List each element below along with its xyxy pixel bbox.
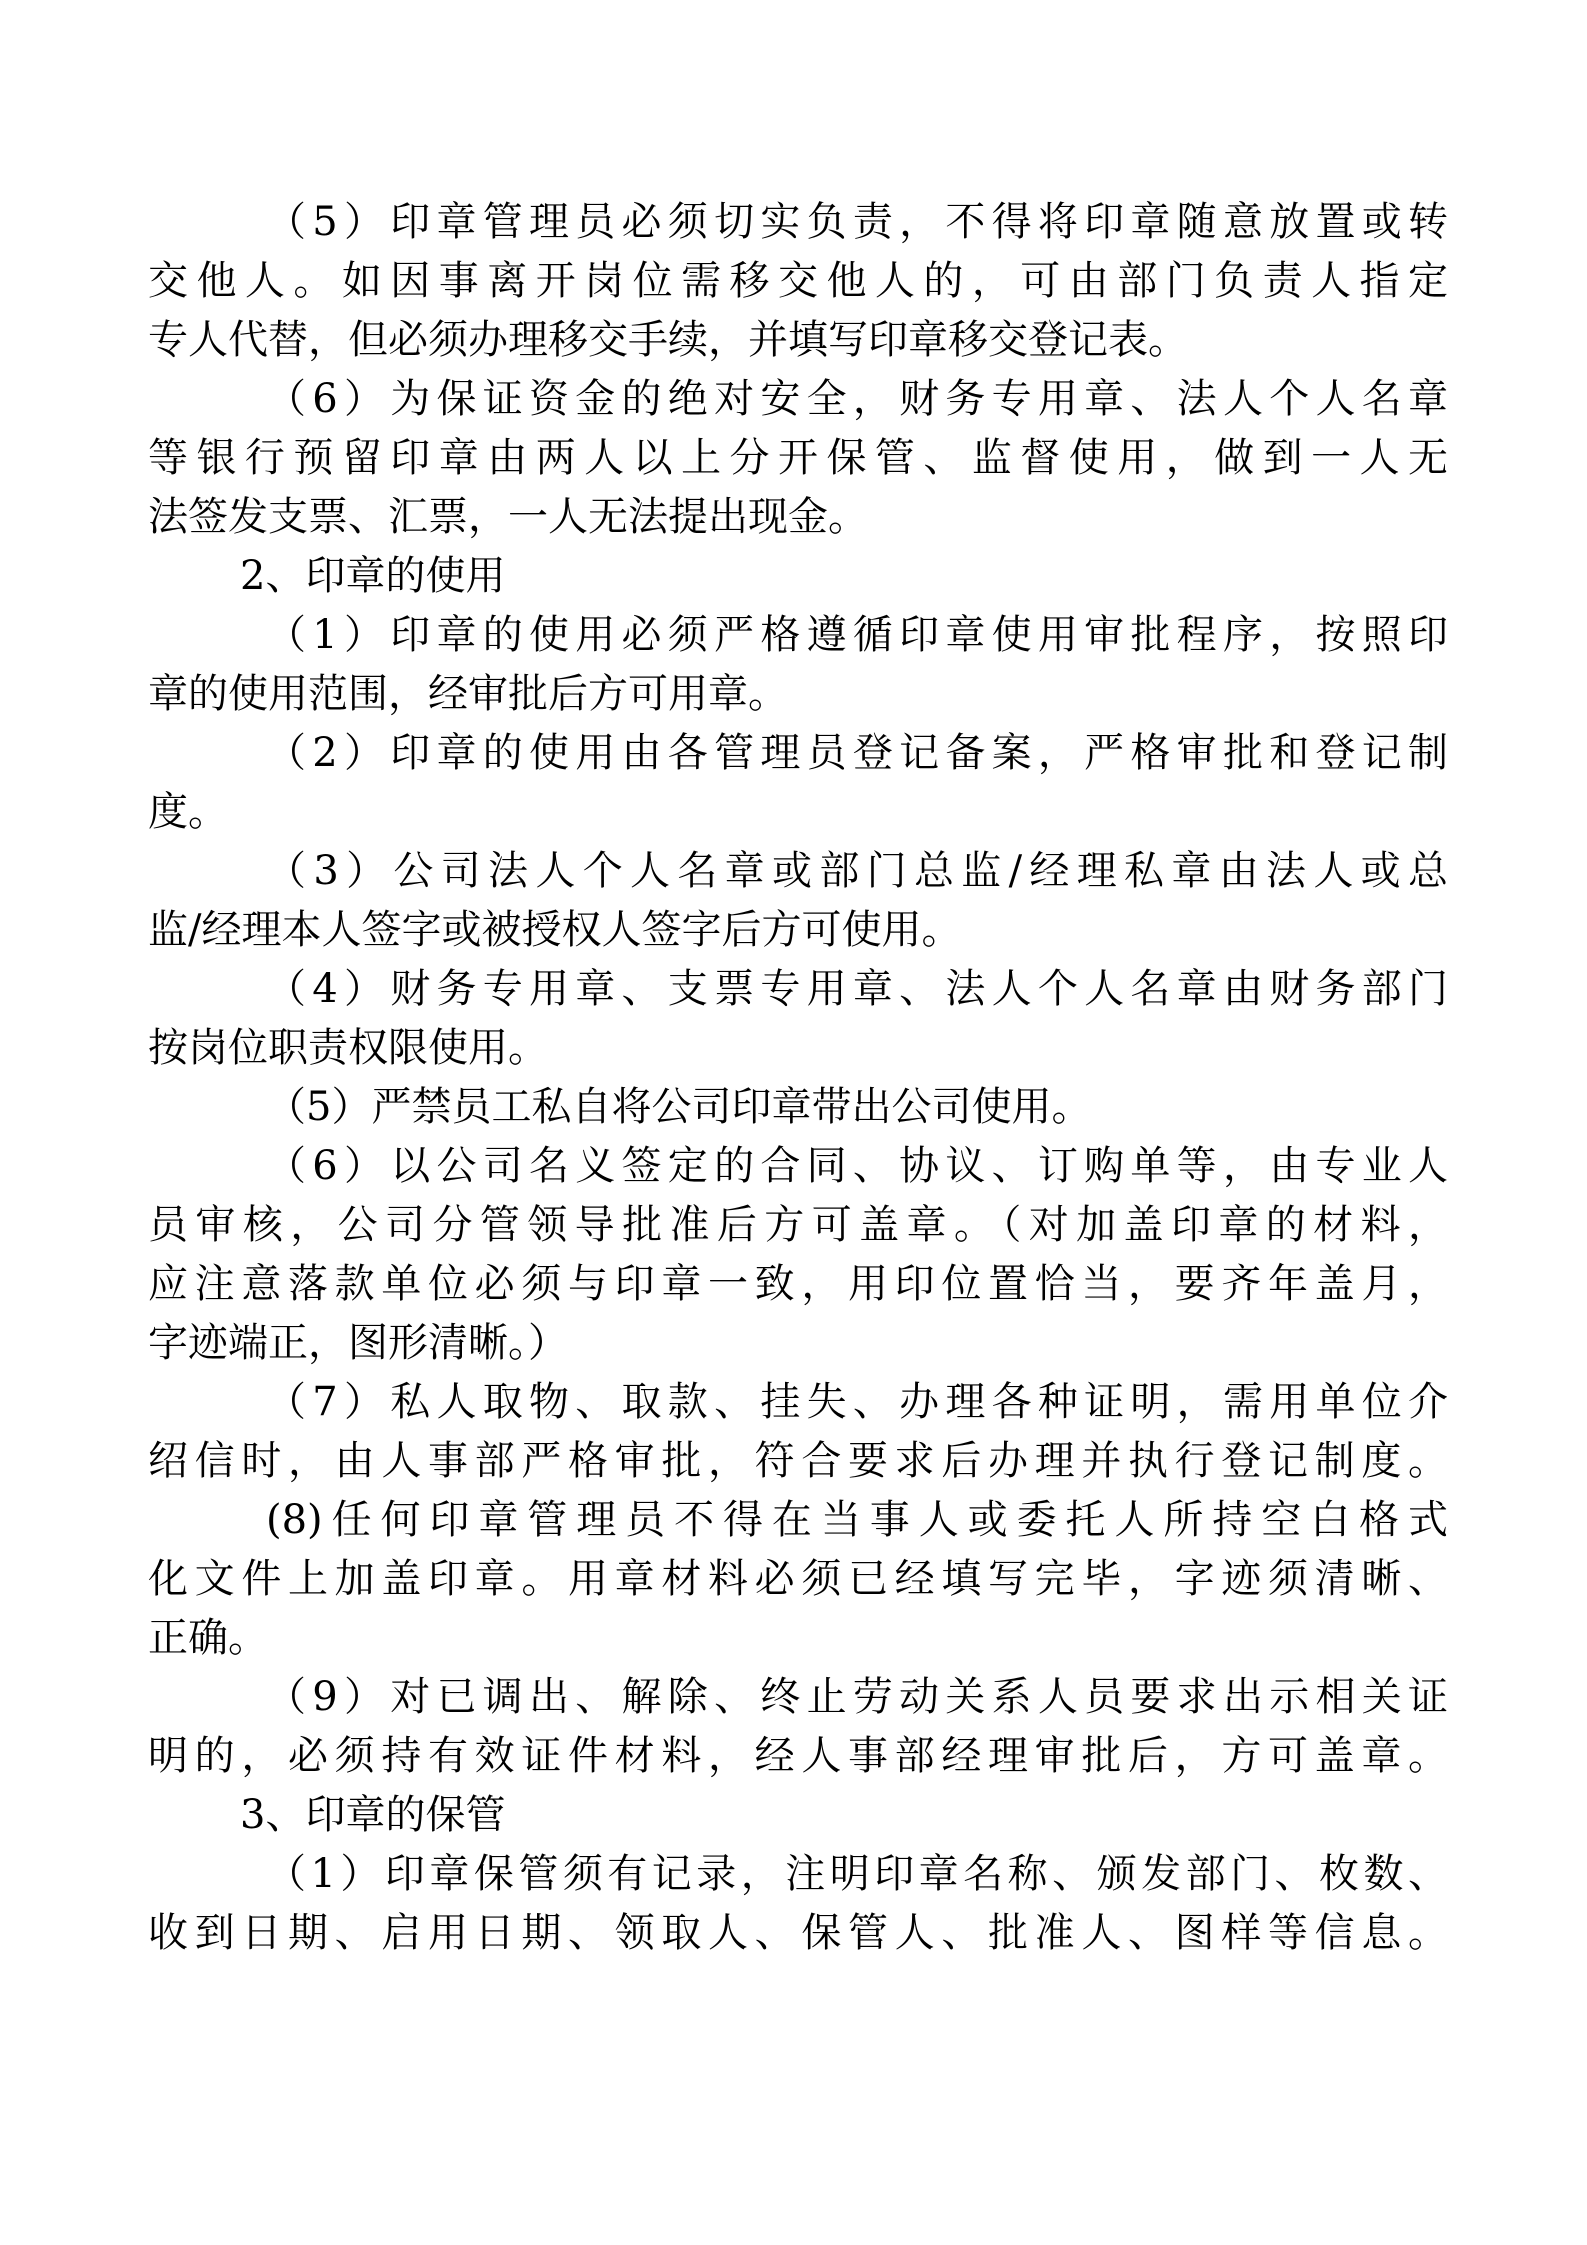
paragraph-line: 应注意落款单位必须与印章一致，用印位置恰当，要齐年盖月， bbox=[148, 1261, 1448, 1307]
paragraph-line: （3）公司法人个人名章或部门总监/经理私章由法人或总 bbox=[266, 848, 1448, 894]
section-heading: 3、印章的保管 bbox=[240, 1792, 506, 1838]
paragraph-line: 章的使用范围，经审批后方可用章。 bbox=[148, 671, 788, 717]
paragraph-line: 收到日期、启用日期、领取人、保管人、批准人、图样等信息。 bbox=[148, 1910, 1448, 1956]
paragraph-line: 明的，必须持有效证件材料，经人事部经理审批后，方可盖章。 bbox=[148, 1733, 1448, 1779]
paragraph-line: 等银行预留印章由两人以上分开保管、监督使用，做到一人无 bbox=[148, 435, 1448, 481]
section-heading: 2、印章的使用 bbox=[240, 553, 506, 599]
paragraph-line: （5）印章管理员必须切实负责，不得将印章随意放置或转 bbox=[266, 199, 1448, 245]
paragraph-line: 字迹端正，图形清晰。） bbox=[148, 1320, 568, 1366]
paragraph-line: 员审核，公司分管领导批准后方可盖章。（对加盖印章的材料， bbox=[148, 1202, 1448, 1248]
paragraph-line: （1）印章保管须有记录，注明印章名称、颁发部门、枚数、 bbox=[266, 1851, 1448, 1897]
paragraph-line: 绍信时，由人事部严格审批，符合要求后办理并执行登记制度。 bbox=[148, 1438, 1448, 1484]
paragraph-line: 法签发支票、汇票，一人无法提出现金。 bbox=[148, 494, 868, 540]
paragraph-line: 正确。 bbox=[148, 1615, 268, 1661]
paragraph-line: （1）印章的使用必须严格遵循印章使用审批程序，按照印 bbox=[266, 612, 1448, 658]
paragraph-line: （4）财务专用章、支票专用章、法人个人名章由财务部门 bbox=[266, 966, 1448, 1012]
paragraph-line: （6）为保证资金的绝对安全，财务专用章、法人个人名章 bbox=[266, 376, 1448, 422]
paragraph-line: (8)任何印章管理员不得在当事人或委托人所持空白格式 bbox=[266, 1497, 1448, 1543]
paragraph-line: （5）严禁员工私自将公司印章带出公司使用。 bbox=[266, 1084, 1092, 1130]
document-body bbox=[148, 193, 1448, 1963]
paragraph-line: 交他人。如因事离开岗位需移交他人的，可由部门负责人指定 bbox=[148, 258, 1448, 304]
paragraph-line: 度。 bbox=[148, 789, 228, 835]
paragraph-line: （7）私人取物、取款、挂失、办理各种证明，需用单位介 bbox=[266, 1379, 1448, 1425]
paragraph-line: 按岗位职责权限使用。 bbox=[148, 1025, 548, 1071]
paragraph-line: 专人代替，但必须办理移交手续，并填写印章移交登记表。 bbox=[148, 317, 1188, 363]
paragraph-line: （2）印章的使用由各管理员登记备案，严格审批和登记制 bbox=[266, 730, 1448, 776]
paragraph-line: （6）以公司名义签定的合同、协议、订购单等，由专业人 bbox=[266, 1143, 1448, 1189]
paragraph-line: 化文件上加盖印章。用章材料必须已经填写完毕，字迹须清晰、 bbox=[148, 1556, 1448, 1602]
paragraph-line: 监/经理本人签字或被授权人签字后方可使用。 bbox=[148, 907, 962, 953]
paragraph-line: （9）对已调出、解除、终止劳动关系人员要求出示相关证 bbox=[266, 1674, 1448, 1720]
